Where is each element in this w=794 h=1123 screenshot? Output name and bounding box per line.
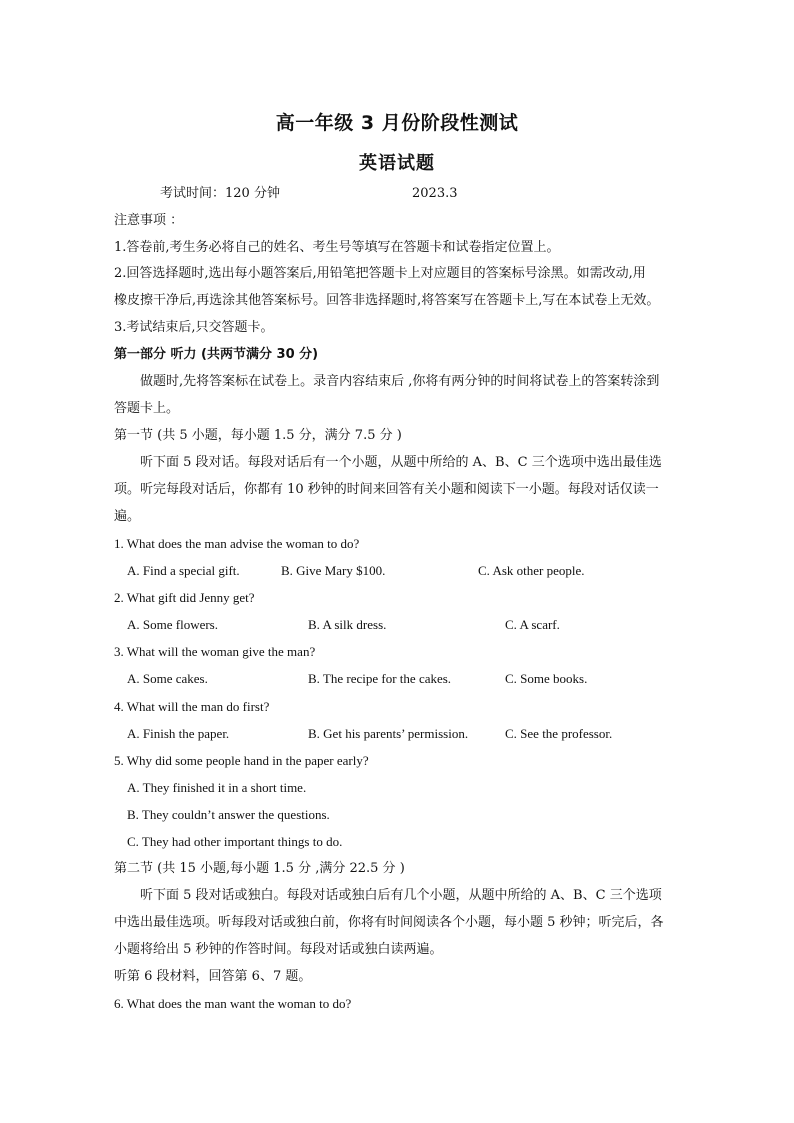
question-6-stem: 6. What does the man want the woman to do? [114,996,352,1011]
notes-item-3: 3.考试结束后,只交答题卡。 [114,320,274,335]
section1-intro-line-3: 遍。 [114,509,141,524]
part1-intro-line-1: 做题时,先将答案标在试卷上。录音内容结束后 ,你将有两分钟的时间将试卷上的答案转涂到 [140,374,660,389]
material-6-instruction: 听第 6 段材料，回答第 6、7 题。 [114,969,312,984]
exam-subtitle: 英语试题 [359,153,435,174]
section1-intro-line-2: 项。听完每段对话后，你都有 10 秒钟的时间来回答有关小题和阅读下一小题。每段对话仅读一 [114,482,659,497]
question-3-option-c: C. Some books. [505,671,588,686]
exam-date: 2023.3 [412,186,458,201]
section2-heading: 第二节 (共 15 小题,每小题 1.5 分 ,满分 22.5 分 ) [114,861,405,876]
question-5-option-c: C. They had other important things to do. [127,834,343,849]
question-2-option-a: A. Some flowers. [127,617,218,632]
question-5-stem: 5. Why did some people hand in the paper early? [114,753,369,768]
section2-intro-line-1: 听下面 5 段对话或独白。每段对话或独白后有几个小题，从题中所给的 A、B、C 三个选项 [140,888,662,903]
question-5-option-b: B. They couldn’t answer the questions. [127,807,330,822]
exam-time: 考试时间：120 分钟 [160,186,280,201]
question-1-option-c: C. Ask other people. [478,563,585,578]
notes-item-2-line-1: 2.回答选择题时,选出每小题答案后,用铅笔把答题卡上对应题目的答案标号涂黑。如需改动,用 [114,266,646,281]
question-2-stem: 2. What gift did Jenny get? [114,590,255,605]
section2-intro-line-2: 中选出最佳选项。听每段对话或独白前，你将有时间阅读各个小题，每小题 5 秒钟；听完后，各 [114,915,664,930]
question-2-option-b: B. A silk dress. [308,617,387,632]
section2-intro-line-3: 小题将给出 5 秒钟的作答时间。每段对话或独白读两遍。 [114,942,443,957]
notes-heading: 注意事项 ： [114,213,184,228]
section1-heading: 第一节 (共 5 小题，每小题 1.5 分，满分 7.5 分 ) [114,428,402,443]
exam-title: 高一年级 3 月份阶段性测试 [275,112,519,134]
part1-heading: 第一部分 听力 (共两节满分 30 分) [114,347,319,362]
section1-intro-line-1: 听下面 5 段对话。每段对话后有一个小题，从题中所给的 A、B、C 三个选项中选出最佳选 [140,455,662,470]
part1-intro-line-2: 答题卡上。 [114,401,180,416]
notes-item-2-line-2: 橡皮擦干净后,再选涂其他答案标号。回答非选择题时,将答案写在答题卡上,写在本试卷上无效。 [114,293,660,308]
notes-item-1: 1.答卷前,考生务必将自己的姓名、考生号等填写在答题卡和试卷指定位置上。 [114,240,560,255]
question-1-stem: 1. What does the man advise the woman to do? [114,536,360,551]
question-3-option-b: B. The recipe for the cakes. [308,671,452,686]
question-3-stem: 3. What will the woman give the man? [114,644,316,659]
question-5-option-a: A. They finished it in a short time. [127,780,307,795]
question-4-option-c: C. See the professor. [505,726,613,741]
question-4-option-b: B. Get his parents’ permission. [308,726,469,741]
question-4-option-a: A. Finish the paper. [127,726,230,741]
question-3-option-a: A. Some cakes. [127,671,208,686]
question-1-option-a: A. Find a special gift. [127,563,240,578]
question-4-stem: 4. What will the man do first? [114,699,270,714]
question-2-option-c: C. A scarf. [505,617,560,632]
question-1-option-b: B. Give Mary $100. [281,563,386,578]
